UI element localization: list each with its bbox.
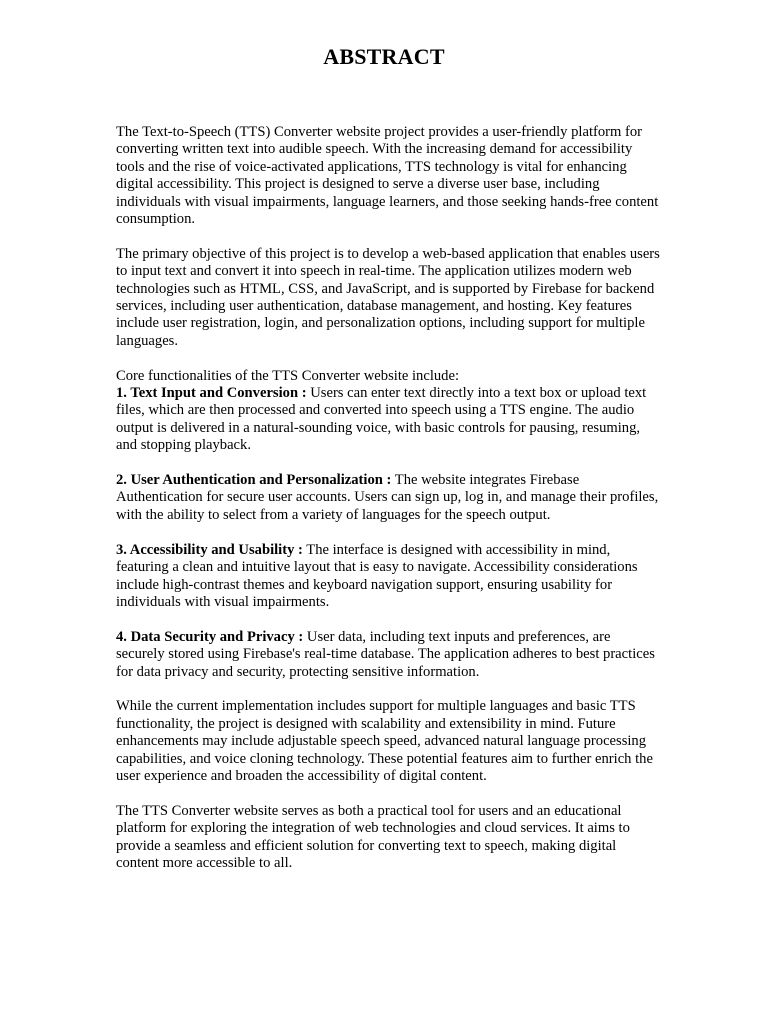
feature-text: The interface is designed with accessibility in mind, featuring a clean and intuitive layout that is easy to navigate. Accessibility considerations include high-contrast themes and keyboard navigation support, ensuring usability for individuals with visual impairments.: [116, 541, 638, 610]
feature-item: [116, 542, 661, 612]
objective-paragraph: The primary objective of this project is to develop a web-based application that enables users to input text and convert it into speech in real-time. The application utilizes modern web technologies such as HTML, CSS, and JavaScript, and is supported by Firebase for backend services, including user authentication, database management, and hosting. Key features include user registration, login, and personalization options, including support for multiple languages.: [116, 245, 660, 349]
feature-item: [116, 629, 661, 681]
feature-text: User data, including text inputs and preferences, are securely stored using Firebase's real-time database. The application adheres to best practices for data privacy and security, protecting sensitive information.: [116, 628, 655, 680]
feature-heading: 1. Text Input and Conversion :: [116, 385, 307, 402]
intro-paragraph: The Text-to-Speech (TTS) Converter website project provides a user-friendly platform for converting written text into audible speech. With the increasing demand for accessibility tools and the rise of voice-activated applications, TTS technology is vital for enhancing digital accessibility. This project is designed to serve a diverse user base, including individuals with visual impairments, language learners, and those seeking hands-free content consumption.: [116, 124, 659, 228]
feature-item: [116, 472, 661, 524]
feature-text: The website integrates Firebase Authentication for secure user accounts. Users can sign up, log in, and manage their profiles, with the ability to select from a variety of languages for the speech output.: [116, 472, 659, 523]
feature-heading: 4. Data Security and Privacy :: [116, 628, 304, 645]
abstract-body: [116, 124, 661, 890]
feature-heading: 2. User Authentication and Personalization :: [116, 472, 392, 489]
feature-item: [116, 385, 661, 455]
core-intro: Core functionalities of the TTS Converter website include:: [116, 367, 460, 384]
feature-heading: 3. Accessibility and Usability :: [116, 541, 303, 558]
feature-text: Users can enter text directly into a text box or upload text files, which are then processed and converted into speech using a TTS engine. The audio output is delivered in a natural-sounding voice, with basic controls for pausing, resuming, and stopping playback.: [116, 385, 647, 454]
page-title: ABSTRACT: [323, 44, 445, 69]
future-paragraph: While the current implementation includes support for multiple languages and basic TTS functionality, the project is designed with scalability and extensibility in mind. Future enhancements may include adjustable speech speed, advanced natural language processing capabilities, and voice cloning technology. These potential features aim to further enrich the user experience and broaden the accessibility of digital content.: [116, 698, 653, 784]
conclusion-paragraph: The TTS Converter website serves as both a practical tool for users and an educational platform for exploring the integration of web technologies and cloud services. It aims to provide a seamless and efficient solution for converting text to speech, making digital content more accessible to all.: [116, 802, 630, 871]
